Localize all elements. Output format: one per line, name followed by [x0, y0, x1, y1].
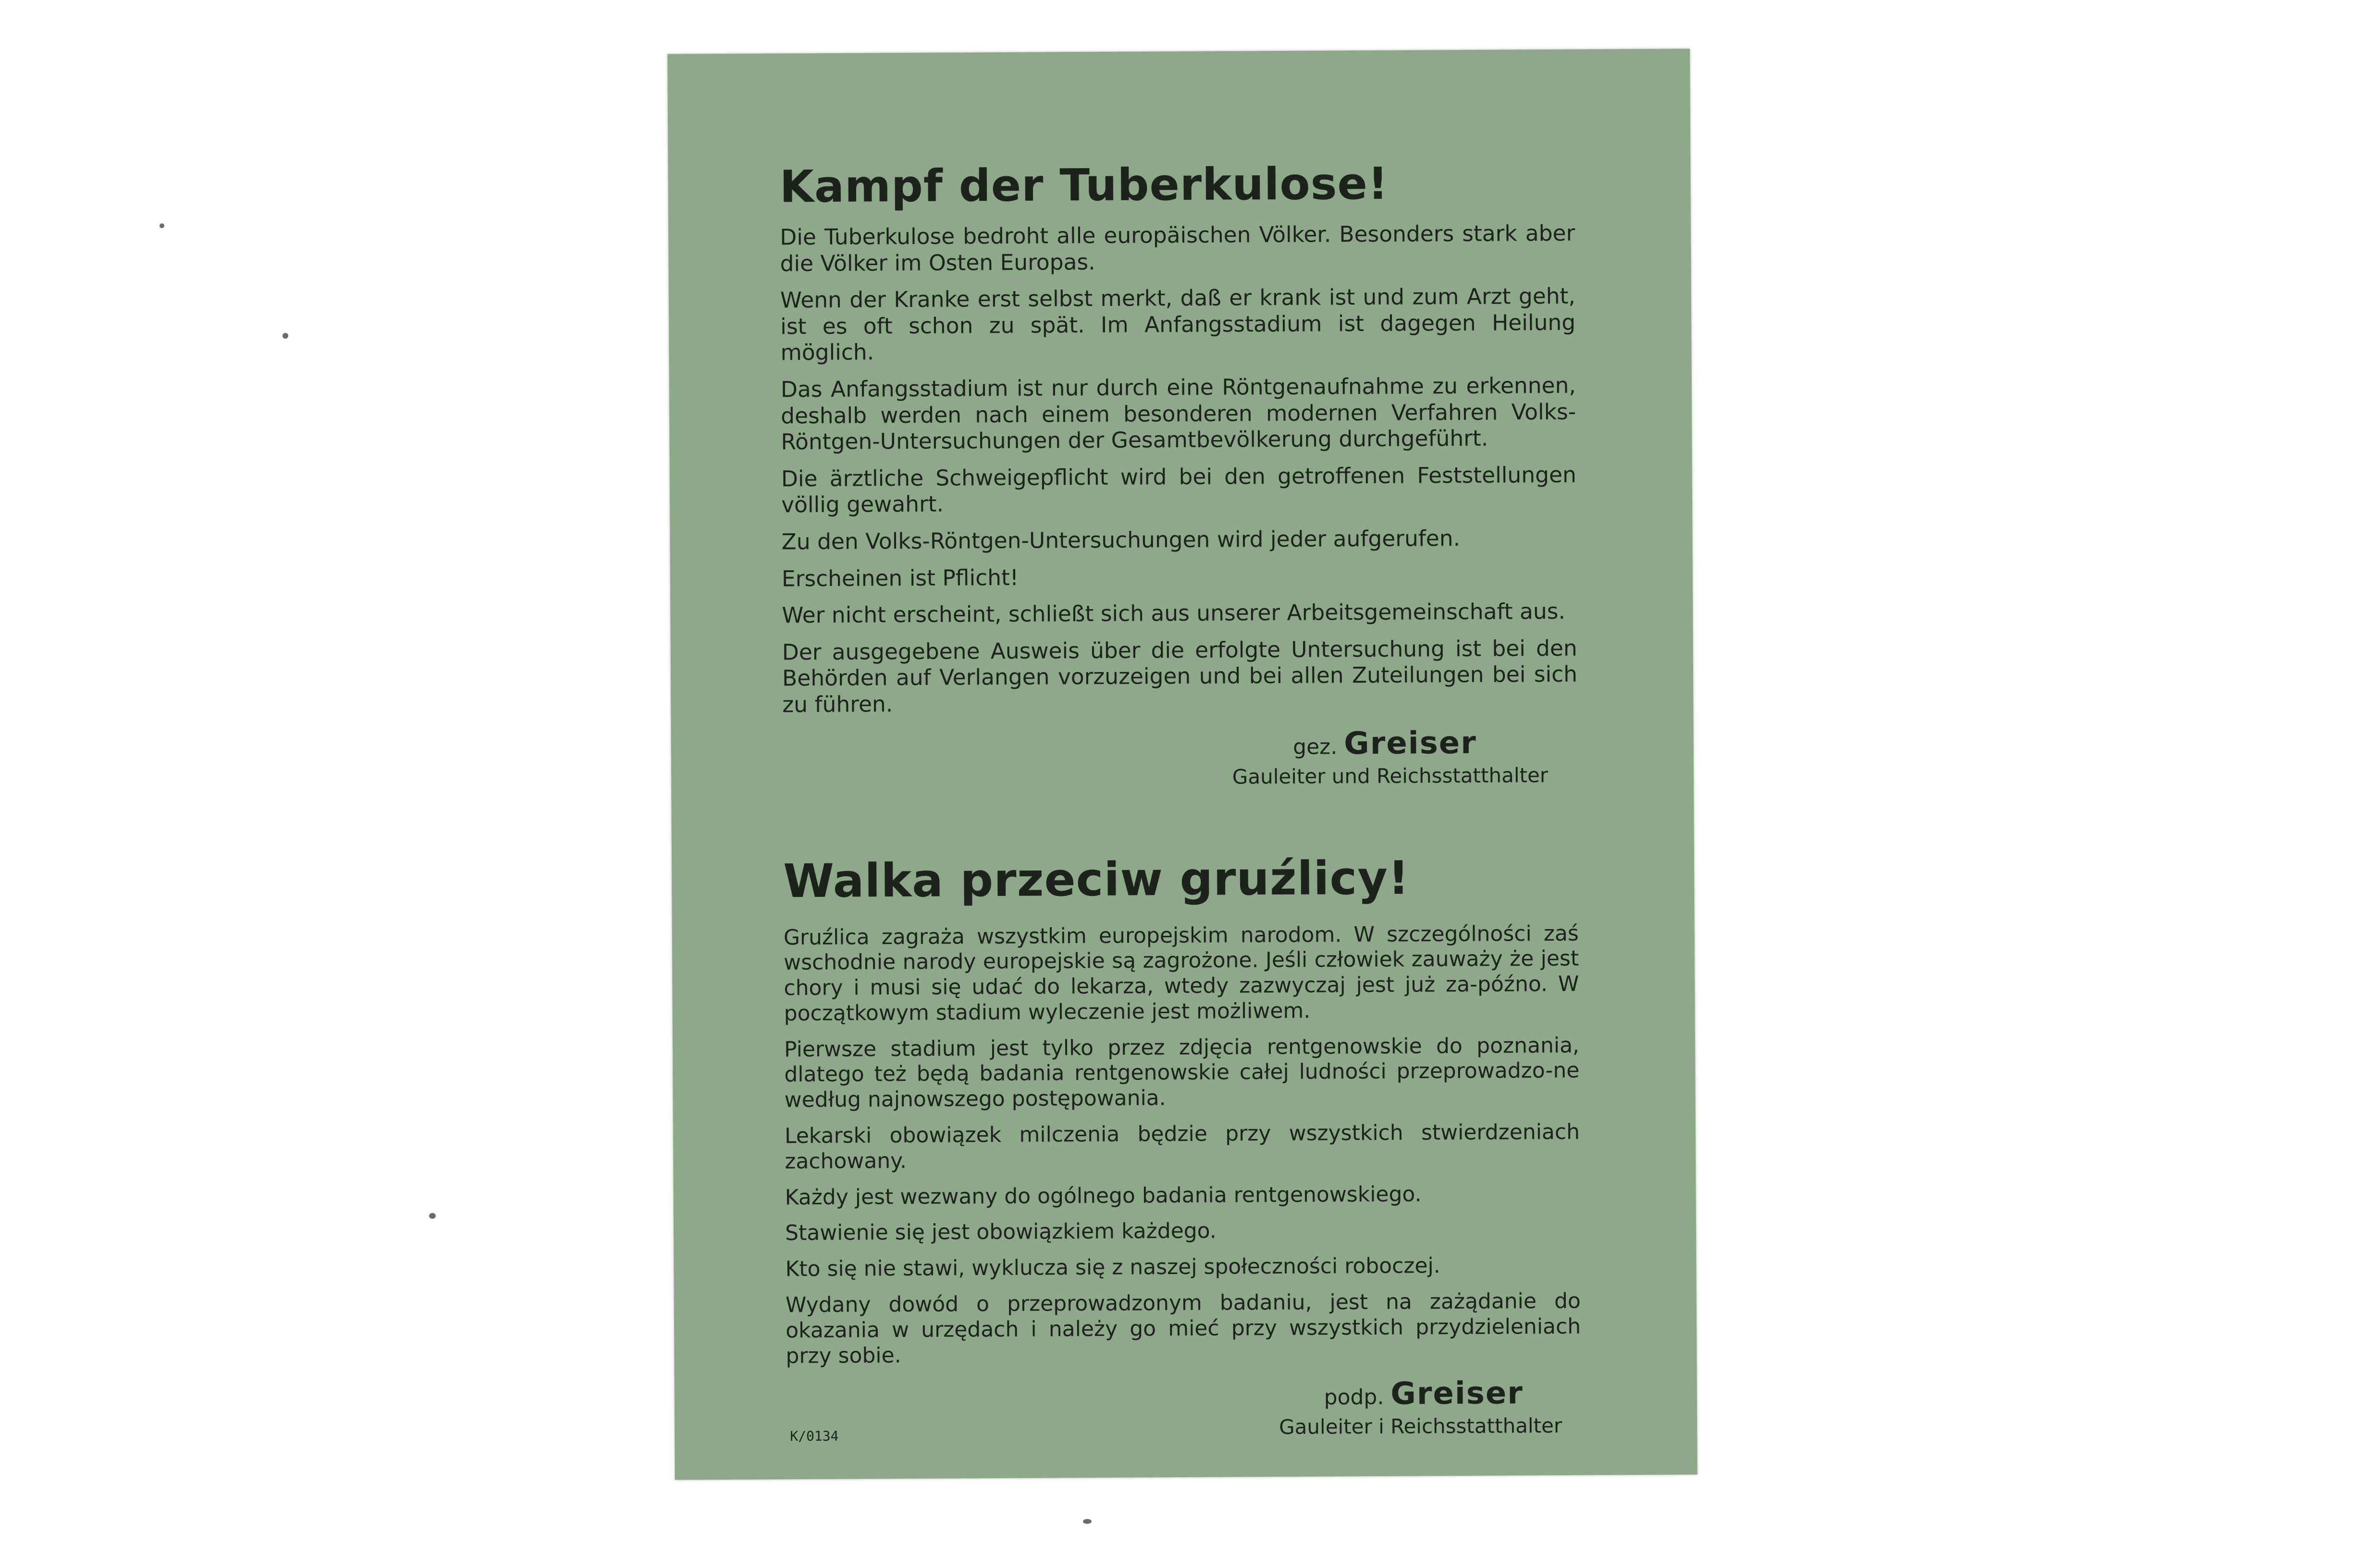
- tuberculosis-flyer: [667, 49, 1697, 1480]
- german-paragraph: Das Anfangsstadium ist nur durch eine Röntgenaufnahme zu erkennen, deshalb werden nach einem besonderen modernen Verfahren Volks-Röntgen-Untersuchungen der Gesamtbevölkerung durchgeführt.: [780, 372, 1576, 455]
- polish-paragraph: Pierwsze stadium jest tylko przez zdjęcia rentgenowskie do poznania, dlatego też będą badania rentgenowskie całej ludności przeprowadzo-ne według najnowszego postępowania.: [784, 1033, 1580, 1113]
- dust-speck: [429, 1213, 436, 1219]
- flyer-content: [779, 158, 1581, 1442]
- german-paragraph: Wenn der Kranke erst selbst merkt, daß er krank ist und zum Arzt geht, ist es oft schon zu spät. Im Anfangsstadium ist dagegen Heilung möglich.: [780, 283, 1576, 366]
- polish-section: [783, 851, 1581, 1442]
- german-paragraph: Die Tuberkulose bedroht alle europäischen Völker. Besonders stark aber die Völker im Osten Europas.: [780, 220, 1575, 276]
- dust-speck: [160, 223, 164, 228]
- dust-speck: [1083, 1519, 1092, 1524]
- german-paragraph: Erscheinen ist Pflicht!: [781, 564, 1019, 591]
- german-paragraph: Der ausgegebene Ausweis über die erfolgte Untersuchung ist bei den Behörden auf Verlangen vorzuzeigen und bei allen Zuteilungen bei sich zu führen.: [782, 635, 1578, 718]
- polish-paragraph: Każdy jest wezwany do ogólnego badania rentgenowskiego.: [785, 1182, 1422, 1210]
- dust-speck: [283, 333, 288, 339]
- print-code: K/0134: [790, 1428, 839, 1445]
- german-paragraph: Die ärztliche Schweigepflicht wird bei den getroffenen Feststellungen völlig gewahrt.: [781, 462, 1576, 518]
- polish-signature-role: Gauleiter i Reichsstatthalter: [1279, 1414, 1562, 1439]
- german-signature-role: Gauleiter und Reichsstatthalter: [1232, 763, 1549, 788]
- polish-paragraph: Wydany dowód o przeprowadzonym badaniu, jest na zażądanie do okazania w urzędach i należy go mieć przy wszystkich przydzieleniach przy sobie.: [785, 1288, 1581, 1368]
- polish-signature-prefix: podp.: [1324, 1385, 1384, 1410]
- polish-paragraph: Kto się nie stawi, wyklucza się z naszej społeczności roboczej.: [785, 1253, 1440, 1282]
- german-title: Kampf der Tuberkulose!: [779, 158, 1389, 213]
- german-section: [779, 158, 1578, 791]
- section-spacer: [783, 786, 1578, 858]
- german-signature-prefix: gez.: [1293, 734, 1338, 760]
- german-paragraph: Wer nicht erscheint, schließt sich aus unserer Arbeitsgemeinschaft aus.: [782, 598, 1566, 628]
- polish-signature: [786, 1375, 1582, 1442]
- polish-signature-line: [1324, 1376, 1524, 1412]
- polish-paragraph: Stawienie się jest obowiązkiem każdego.: [785, 1219, 1217, 1246]
- polish-title: Walka przeciw gruźlicy!: [783, 851, 1410, 908]
- german-signature-name: Greiser: [1344, 725, 1477, 761]
- german-paragraph: Zu den Volks-Röntgen-Untersuchungen wird jeder aufgerufen.: [781, 525, 1461, 555]
- polish-signature-name: Greiser: [1390, 1375, 1524, 1412]
- polish-paragraph: Gruźlica zagraża wszystkim europejskim narodom. W szczególności zaś wschodnie narody europejskie są zagrożone. Jeśli człowiek zauważy że jest chory i musi się udać do lekarza, wtedy zazwyczaj jest już za-późno. W początkowym stadium wyleczenie jest możliwem.: [783, 921, 1579, 1026]
- german-signature-line: [1293, 725, 1477, 761]
- polish-paragraph: Lekarski obowiązek milczenia będzie przy wszystkich stwierdzeniach zachowany.: [784, 1119, 1580, 1174]
- german-signature: [783, 724, 1578, 791]
